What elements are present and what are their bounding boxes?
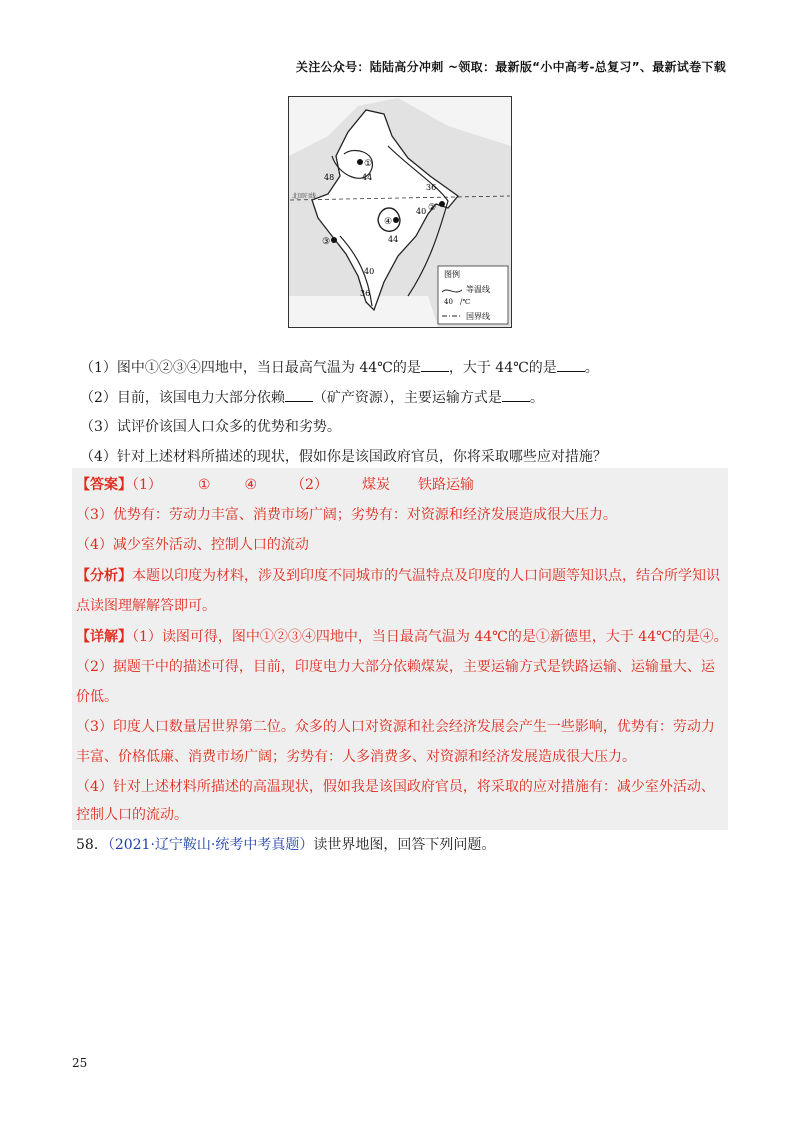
answer-line-4: （4）减少室外活动、控制人口的流动 [76,537,309,553]
legend-isotherm-value: 40 [444,298,453,306]
answer-1-value-2: ④ [244,477,258,493]
answer-tag: 【答案】 [76,477,132,493]
contour-label: 44 [362,173,373,182]
question-1-text-a: （1）图中①②③④四地中，当日最高气温为 44℃的是 [80,360,421,376]
question-2 [80,387,544,408]
answer-1-value-1: ① [197,477,211,493]
question-2-text-c: 。 [529,390,544,406]
answer-blank [285,387,313,402]
contour-label: 40 [416,207,427,216]
answer-blank [502,387,530,402]
legend-isotherm-unit: /℃ [460,298,471,306]
tropic-label: 北回归线 [292,193,317,200]
question-3: （3）试评价该国人口众多的优势和劣势。 [80,419,341,435]
question-58-number: 58． [76,837,108,853]
contour-label: 48 [324,173,335,182]
question-1-text-b: ，大于 44℃的是 [448,360,557,376]
detail-line-4: （3）印度人口数量居世界第二位。众多的人口对资源和社会经济发展会产生一些影响，优势有：劳动力 [76,719,715,735]
answer-blank [557,357,585,372]
question-4: （4）针对上述材料所描述的现状，假如你是该国政府官员，你将采取哪些应对措施？ [80,449,607,465]
answer-2-value-1: 煤炭 [361,477,390,493]
analysis-text: 本题以印度为材料，涉及到印度不同城市的气温特点及印度的人口问题等知识点，结合所学知识 [132,568,720,584]
analysis-line-2: 点读图理解解答即可。 [76,598,216,614]
city-label: ④ [384,217,393,227]
answer-2-value-2: 铁路运输 [417,477,474,493]
answer-line-1 [76,475,474,495]
detail-text: （1）读图可得，图中①②③④四地中，当日最高气温为 44℃的是①新德里，大于 44℃的是④。 [132,629,728,645]
detail-line-2: （2）据题干中的描述可得，目前，印度电力大部分依赖煤炭，主要运输方式是铁路运输、运输量大、运 [76,659,715,675]
detail-line-3: 价低。 [76,689,118,705]
answer-line-3: （3）优势有：劳动力丰富、消费市场广阔；劣势有：对资源和经济发展造成很大压力。 [76,507,617,523]
legend-border-label: 国界线 [466,312,490,321]
legend-title: 图例 [444,270,460,279]
question-1-text-c: 。 [584,360,599,376]
detail-line-1 [76,627,728,647]
detail-line-7: 控制人口的流动。 [76,807,188,823]
city-point-2 [439,201,445,207]
page-number: 25 [72,1056,88,1070]
contour-label: 40 [364,267,375,276]
answer-1-label: （1） [132,477,162,493]
analysis-tag: 【分析】 [76,568,132,584]
answer-blank [421,357,449,372]
question-58 [76,835,495,855]
detail-line-5: 丰富、价格低廉、消费市场广阔；劣势有：人多消费多、对资源和经济发展造成很大压力。 [76,749,636,765]
city-point-4 [393,217,399,223]
map-svg [288,96,512,328]
answer-2-label: （2） [291,477,328,493]
contour-label: 44 [388,235,399,244]
question-2-text-b: （矿产资源），主要运输方式是 [312,390,502,406]
contour-label: 36 [360,289,371,298]
city-point-1 [357,159,363,165]
detail-tag: 【详解】 [76,629,132,645]
city-point-3 [331,237,337,243]
contour-label: 36 [426,183,437,192]
question-58-source: （2021·辽宁鞍山·统考中考真题） [107,837,314,853]
city-label: ② [428,203,437,213]
city-label: ③ [322,237,331,247]
legend-isotherm-label: 等温线 [466,285,490,294]
question-58-text: 读世界地图，回答下列问题。 [313,837,496,853]
question-2-text-a: （2）目前，该国电力大部分依赖 [80,390,285,406]
detail-line-6: （4）针对上述材料所描述的高温现状，假如我是该国政府官员，将采取的应对措施有：减少室外活动、 [76,779,715,795]
question-1 [80,357,599,378]
analysis-line-1 [76,566,720,586]
page-header: 关注公众号：陆陆高分冲刺 ~领取：最新版“小中高考-总复习”、最新试卷下载 [295,60,726,74]
india-isotherm-map [288,96,512,328]
city-label: ① [364,159,373,169]
